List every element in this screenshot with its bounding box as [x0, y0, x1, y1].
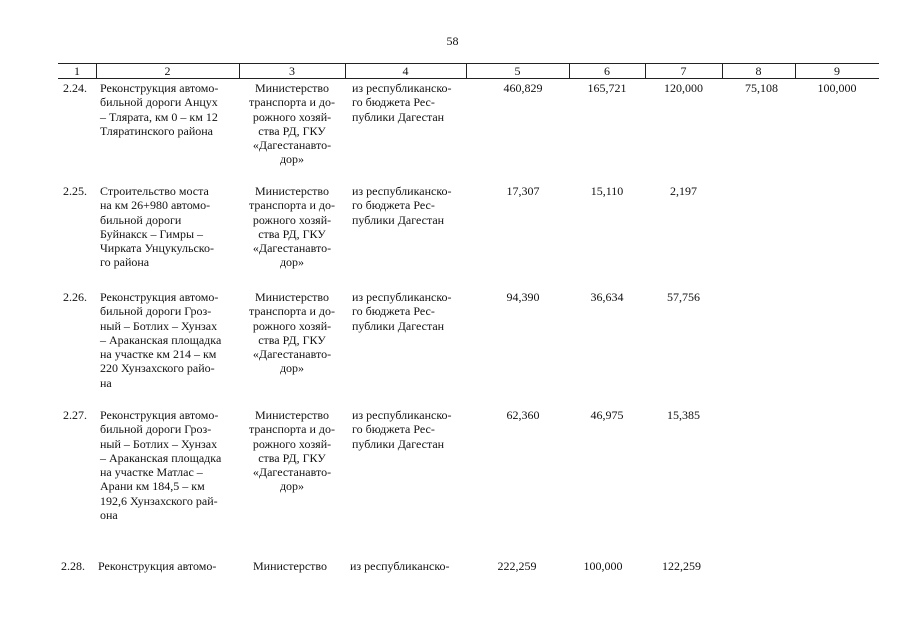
column-header-6: 6 [604, 64, 610, 78]
column-header-2: 2 [164, 64, 171, 78]
value-col6: 36,634 [590, 290, 624, 304]
column-header-3: 3 [289, 64, 295, 78]
row-number: 2.26. [63, 290, 87, 304]
header-bottom-border [58, 78, 879, 79]
executor: Министерство транспорта и до- рожного хозяй- ства РД, ГКУ «Дагестанавто- дор» [249, 184, 335, 270]
project-name: Реконструкция автомо- бильной дороги Анцух – Тлярата, км 0 – км 12 Тляратинского района [100, 81, 219, 138]
row-number: 2.27. [63, 408, 87, 422]
funding-source: из республиканско- го бюджета Рес- публики Дагестан [352, 290, 452, 333]
column-header-9: 9 [834, 64, 840, 78]
column-header-5: 5 [514, 64, 521, 78]
value-col6: 46,975 [590, 408, 624, 422]
value-col6: 165,721 [587, 81, 627, 95]
page-number: 58 [446, 34, 459, 48]
funding-source: из республиканско- го бюджета Рес- публики Дагестан [352, 184, 452, 227]
value-col5: 62,360 [506, 408, 540, 422]
value-col5: 222,259 [497, 559, 537, 573]
column-header-8: 8 [755, 64, 762, 78]
value-col6: 100,000 [583, 559, 623, 573]
value-col5: 460,829 [503, 81, 543, 95]
value-col7: 15,385 [667, 408, 700, 422]
value-col5: 17,307 [506, 184, 540, 198]
row-number: 2.28. [61, 559, 85, 573]
project-name: Строительство моста на км 26+980 автомо- бильной дороги Буйнакск – Гимры – Чирката Унцукульско- го района [100, 184, 215, 270]
column-header-1: 1 [74, 64, 80, 78]
value-col7: 122,259 [662, 559, 701, 573]
column-header-4: 4 [402, 64, 409, 78]
executor: Министерство транспорта и до- рожного хозяй- ства РД, ГКУ «Дагестанавто- дор» [249, 290, 335, 376]
project-name: Реконструкция автомо- бильной дороги Гроз- ный – Ботлих – Хунзах – Араканская площадка на участке Матлас – Арани км 184,5 – км 192,6 Хунзахского рай- она [100, 408, 222, 523]
funding-source: из республиканско- го бюджета Рес- публики Дагестан [352, 408, 452, 451]
executor: Министерство транспорта и до- рожного хозяй- ства РД, ГКУ «Дагестанавто- дор» [249, 81, 335, 167]
value-col7: 57,756 [667, 290, 700, 304]
value-col7: 2,197 [670, 184, 697, 198]
column-header-7: 7 [680, 64, 687, 78]
row-number: 2.25. [63, 184, 87, 198]
value-col8: 75,108 [745, 81, 778, 95]
project-name: Реконструкция автомо- бильной дороги Гроз- ный – Ботлих – Хунзах – Араканская площадка на участке км 214 – км 220 Хунзахского райо- на [100, 290, 222, 390]
value-col7: 120,000 [664, 81, 703, 95]
value-col5: 94,390 [506, 290, 540, 304]
funding-source: из республиканско- го бюджета Рес- публики Дагестан [352, 81, 452, 124]
row-number: 2.24. [63, 81, 87, 95]
executor: Министерство [253, 559, 327, 573]
executor: Министерство транспорта и до- рожного хозяй- ства РД, ГКУ «Дагестанавто- дор» [249, 408, 335, 494]
value-col9: 100,000 [817, 81, 857, 95]
project-name: Реконструкция автомо- [98, 559, 217, 573]
value-col6: 15,110 [590, 184, 624, 198]
funding-source: из республиканско- [350, 559, 450, 573]
